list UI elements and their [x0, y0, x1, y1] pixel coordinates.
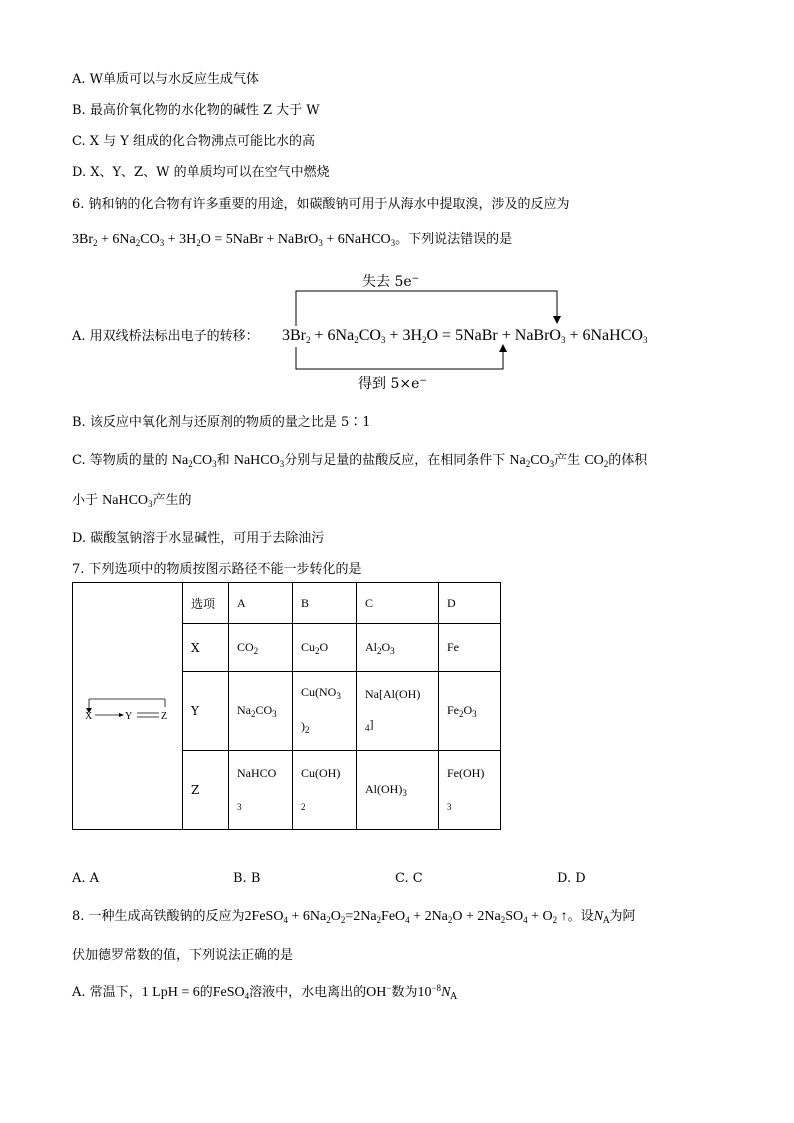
gain-arrowhead: [499, 344, 507, 352]
cell-y-b: $Cu(NO_3$ )$_2$: [293, 672, 357, 751]
q6-option-c-line1: C. 等物质的量的 $Na_2CO_3$和 NaHCO$_3$分别与足量的盐酸反应，在相同条件下 $Na_2CO_3$产生 $CO_2$的体积: [72, 453, 648, 469]
lose-electrons-label: 失去 5e−: [362, 274, 420, 290]
cell-x-c: $Al_2O_3$: [357, 624, 439, 672]
q6-option-b: B. 该反应中氧化剂与还原剂的物质的量之比是 5∶1: [72, 415, 371, 430]
q5-option-c: C. X 与 Y 组成的化合物沸点可能比水的高: [72, 134, 315, 149]
header-option: 选项: [183, 583, 229, 624]
q7-answer-a: A. A: [72, 871, 100, 886]
header-d: D: [439, 583, 501, 624]
cell-z-d: Fe(OH) $_3$: [439, 751, 501, 830]
q7-answer-c: C. C: [395, 871, 423, 886]
q8-stem-line2: 伏加德罗常数的值，下列说法正确的是: [72, 948, 294, 963]
row-label-x: X: [183, 624, 229, 672]
cell-y-a: $Na_2CO_3$: [229, 672, 293, 751]
cell-z-c: $Al(OH)_3$: [357, 751, 439, 830]
cell-x-a: $CO_2$: [229, 624, 293, 672]
row-label-z: Z: [183, 751, 229, 830]
cell-x-d: Fe: [439, 624, 501, 672]
cell-y-c: Na[Al(OH) $_4$]: [357, 672, 439, 751]
cell-z-b: Cu(OH) $_2$: [293, 751, 357, 830]
q5-option-b: B. 最高价氧化物的水化物的碱性 Z 大于 W: [72, 103, 320, 118]
q6-option-a-label: A. 用双线桥法标出电子的转移：: [72, 329, 259, 344]
diagram-y: Y: [125, 710, 133, 722]
q6-diagram-equation: $3Br_2 + 6Na_2CO_3 + 3H_2O$ = 5NaBr + NaBrO$_3$ + 6NaHCO$_3$: [282, 327, 648, 345]
q6-after-eq: 。下列说法错误的是: [395, 232, 513, 247]
q5-option-a: A. W单质可以与水反应生成气体: [72, 72, 260, 87]
header-a: A: [229, 583, 293, 624]
q7-table: [72, 582, 501, 830]
cell-z-a: NaHCO $_3$: [229, 751, 293, 830]
gain-electrons-label: 得到 5×e−: [358, 376, 427, 392]
lose-arrowhead: [553, 316, 561, 324]
q6-equation: $3Br_2 + 6Na_2CO_3 + 3H_2O$ = 5NaBr + NaBrO$_3$ + 6NaHCO$_3$: [72, 232, 396, 248]
cell-y-d: $Fe_2O_3$: [439, 672, 501, 751]
q7-answer-b: B. B: [233, 871, 261, 886]
q8-stem: 8. 一种生成高铁酸钠的反应为2FeSO$_4$ + $6Na_2O_2=2Na_2FeO_4 + 2Na_2O + 2Na_2SO_4 + O_2$ ↑。设$N_A$为阿: [72, 909, 636, 926]
q6-option-c-line2: 小于 NaHCO$_3$产生的: [72, 493, 192, 509]
transformation-diagram-cell: [73, 583, 183, 830]
cell-x-b: $Cu_2O$: [293, 624, 357, 672]
gain-bridge-line: [296, 347, 503, 369]
header-b: B: [293, 583, 357, 624]
q7-answer-d: D. D: [557, 871, 586, 886]
diagram-x: X: [85, 710, 93, 722]
header-c: C: [357, 583, 439, 624]
row-label-y: Y: [183, 672, 229, 751]
xyz-path-diagram: [73, 675, 182, 735]
diagram-z: Z: [161, 710, 168, 722]
q5-option-d: D. X、Y、Z、W 的单质均可以在空气中燃烧: [72, 165, 330, 180]
q8-option-a: A. 常温下，1 LpH = 6的FeSO$_4$溶液中，水电离出的OH−数为$10^{-8}N_A$: [72, 983, 457, 1002]
lose-bridge-line: [296, 291, 557, 326]
q7-stem: 7. 下列选项中的物质按图示路径不能一步转化的是: [72, 562, 362, 577]
q6-option-d: D. 碳酸氢钠溶于水显碱性，可用于去除油污: [72, 531, 325, 546]
q6-stem: 6. 钠和钠的化合物有许多重要的用途，如碳酸钠可用于从海水中提取溴，涉及的反应为: [72, 197, 570, 212]
